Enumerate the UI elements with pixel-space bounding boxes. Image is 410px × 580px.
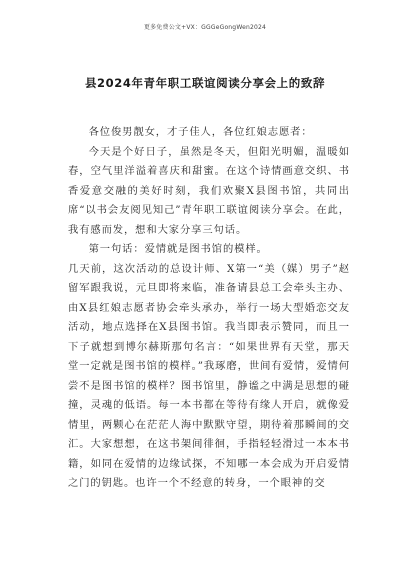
body-paragraph: 几天前，这次活动的总设计师、X第一“美（媒）男子”赵留军跟我说，元旦即将来临，准备请县总工会牵头主办、由X县红娘志愿者协会牵头承办，举行一场大型婚恋交友活动，地点选择在X县图书馆。我当即表示赞同，而且一下子就想到博尔赫斯那句名言：“如果世界有天堂，那天堂一定就是图书馆的模样。”我琢磨，世间有爱情，爱情何尝不是图书馆的模样？图书馆里，静谧之中满是思想的碰撞，灵魂的低语。每一本书都在等待有缘人开启，就像爱情里，两颗心在茫茫人海中默默守望，期待着那瞬间的交汇。大家想想，在这书架间徘徊，手指轻轻滑过一本本书籍，如同在爱情的边缘试探，不知哪一本会成为开启爱情之门的钥匙。也许一个不经意的转身，一个眼神的交: [68, 262, 350, 489]
section-heading-paragraph: 第一句话：爱情就是图书馆的模样。: [88, 243, 268, 255]
greeting-paragraph: 各位俊男靓女，才子佳人，各位红娘志愿者：: [88, 126, 313, 138]
body-paragraph: 今天是个好日子，虽然是冬天，但阳光明媚，温暖如春，空气里洋溢着喜庆和甜蜜。在这个诗情画意交织、书香爱意交融的美好时刻，我们欢聚X县图书馆，共同出席“以书会友阅见知己”青年职工联谊阅读分享会。在此，我有感而发，想和大家分享三句话。: [68, 145, 350, 236]
document-body: [68, 123, 350, 494]
header-note: 更多免费公文+VX：GGGeGongWen2024: [143, 24, 267, 31]
document-title: 县2024年青年职工联谊阅读分享会上的致辞: [84, 76, 326, 90]
